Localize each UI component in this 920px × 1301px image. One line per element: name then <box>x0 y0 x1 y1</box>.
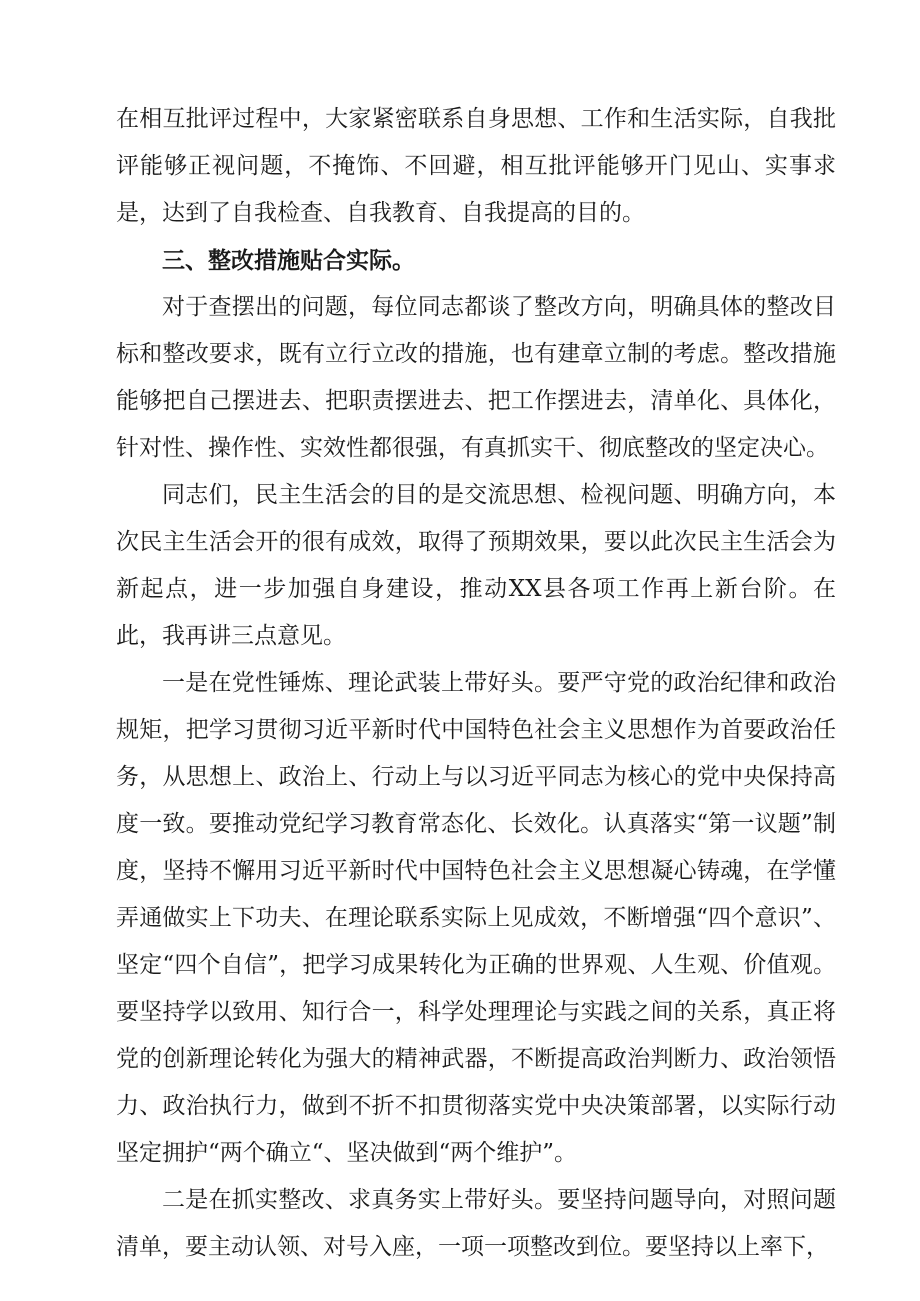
paragraph-continuation: 在相互批评过程中，大家紧密联系自身思想、工作和生活实际，自我批评能够正视问题，不掩饰、不回避，相互批评能够开门见山、实事求是，达到了自我检查、自我教育、自我提高的目的。 <box>116 106 836 226</box>
paragraph-point-1: 一是在党性锤炼、理论武装上带好头。要严守党的政治纪律和政治规矩，把学习贯彻习近平新时代中国特色社会主义思想作为首要政治任务，从思想上、政治上、行动上与以习近平同志为核心的党中央保持高度一致。要推动党纪学习教育常态化、长效化。认真落实“第一议题”制度，坚持不懈用习近平新时代中国特色社会主义思想凝心铸魂，在学懂弄通做实上下功夫、在理论联系实际上见成效，不断增强“四个意识”、坚定“四个自信”，把学习成果转化为正确的世界观、人生观、价值观。要坚持学以致用、知行合一，科学处理理论与实践之间的关系，真正将党的创新理论转化为强大的精神武器，不断提高政治判断力、政治领悟力、政治执行力，做到不折不扣贯彻落实党中央决策部署，以实际行动坚定拥护“两个确立“、坚决做到“两个维护”。 <box>116 670 836 1166</box>
paragraph-comrades: 同志们，民主生活会的目的是交流思想、检视问题、明确方向，本次民主生活会开的很有成效，取得了预期效果，要以此次民主生活会为新起点，进一步加强自身建设，推动XX县各项工作再上新台阶。在此，我再讲三点意见。 <box>116 482 836 649</box>
paragraph-point-2: 二是在抓实整改、求真务实上带好头。要坚持问题导向，对照问题清单，要主动认领、对号入座，一项一项整改到位。要坚持以上率下， <box>116 1187 836 1260</box>
document-body <box>116 96 836 1271</box>
paragraph-rectification: 对于查摆出的问题，每位同志都谈了整改方向，明确具体的整改目标和整改要求，既有立行立改的措施，也有建章立制的考虑。整改措施能够把自己摆进去、把职责摆进去、把工作摆进去，清单化、具体化，针对性、操作性、实效性都很强，有真抓实干、彻底整改的坚定决心。 <box>116 294 836 461</box>
section-heading-3: 三、整改措施贴合实际。 <box>162 247 415 274</box>
